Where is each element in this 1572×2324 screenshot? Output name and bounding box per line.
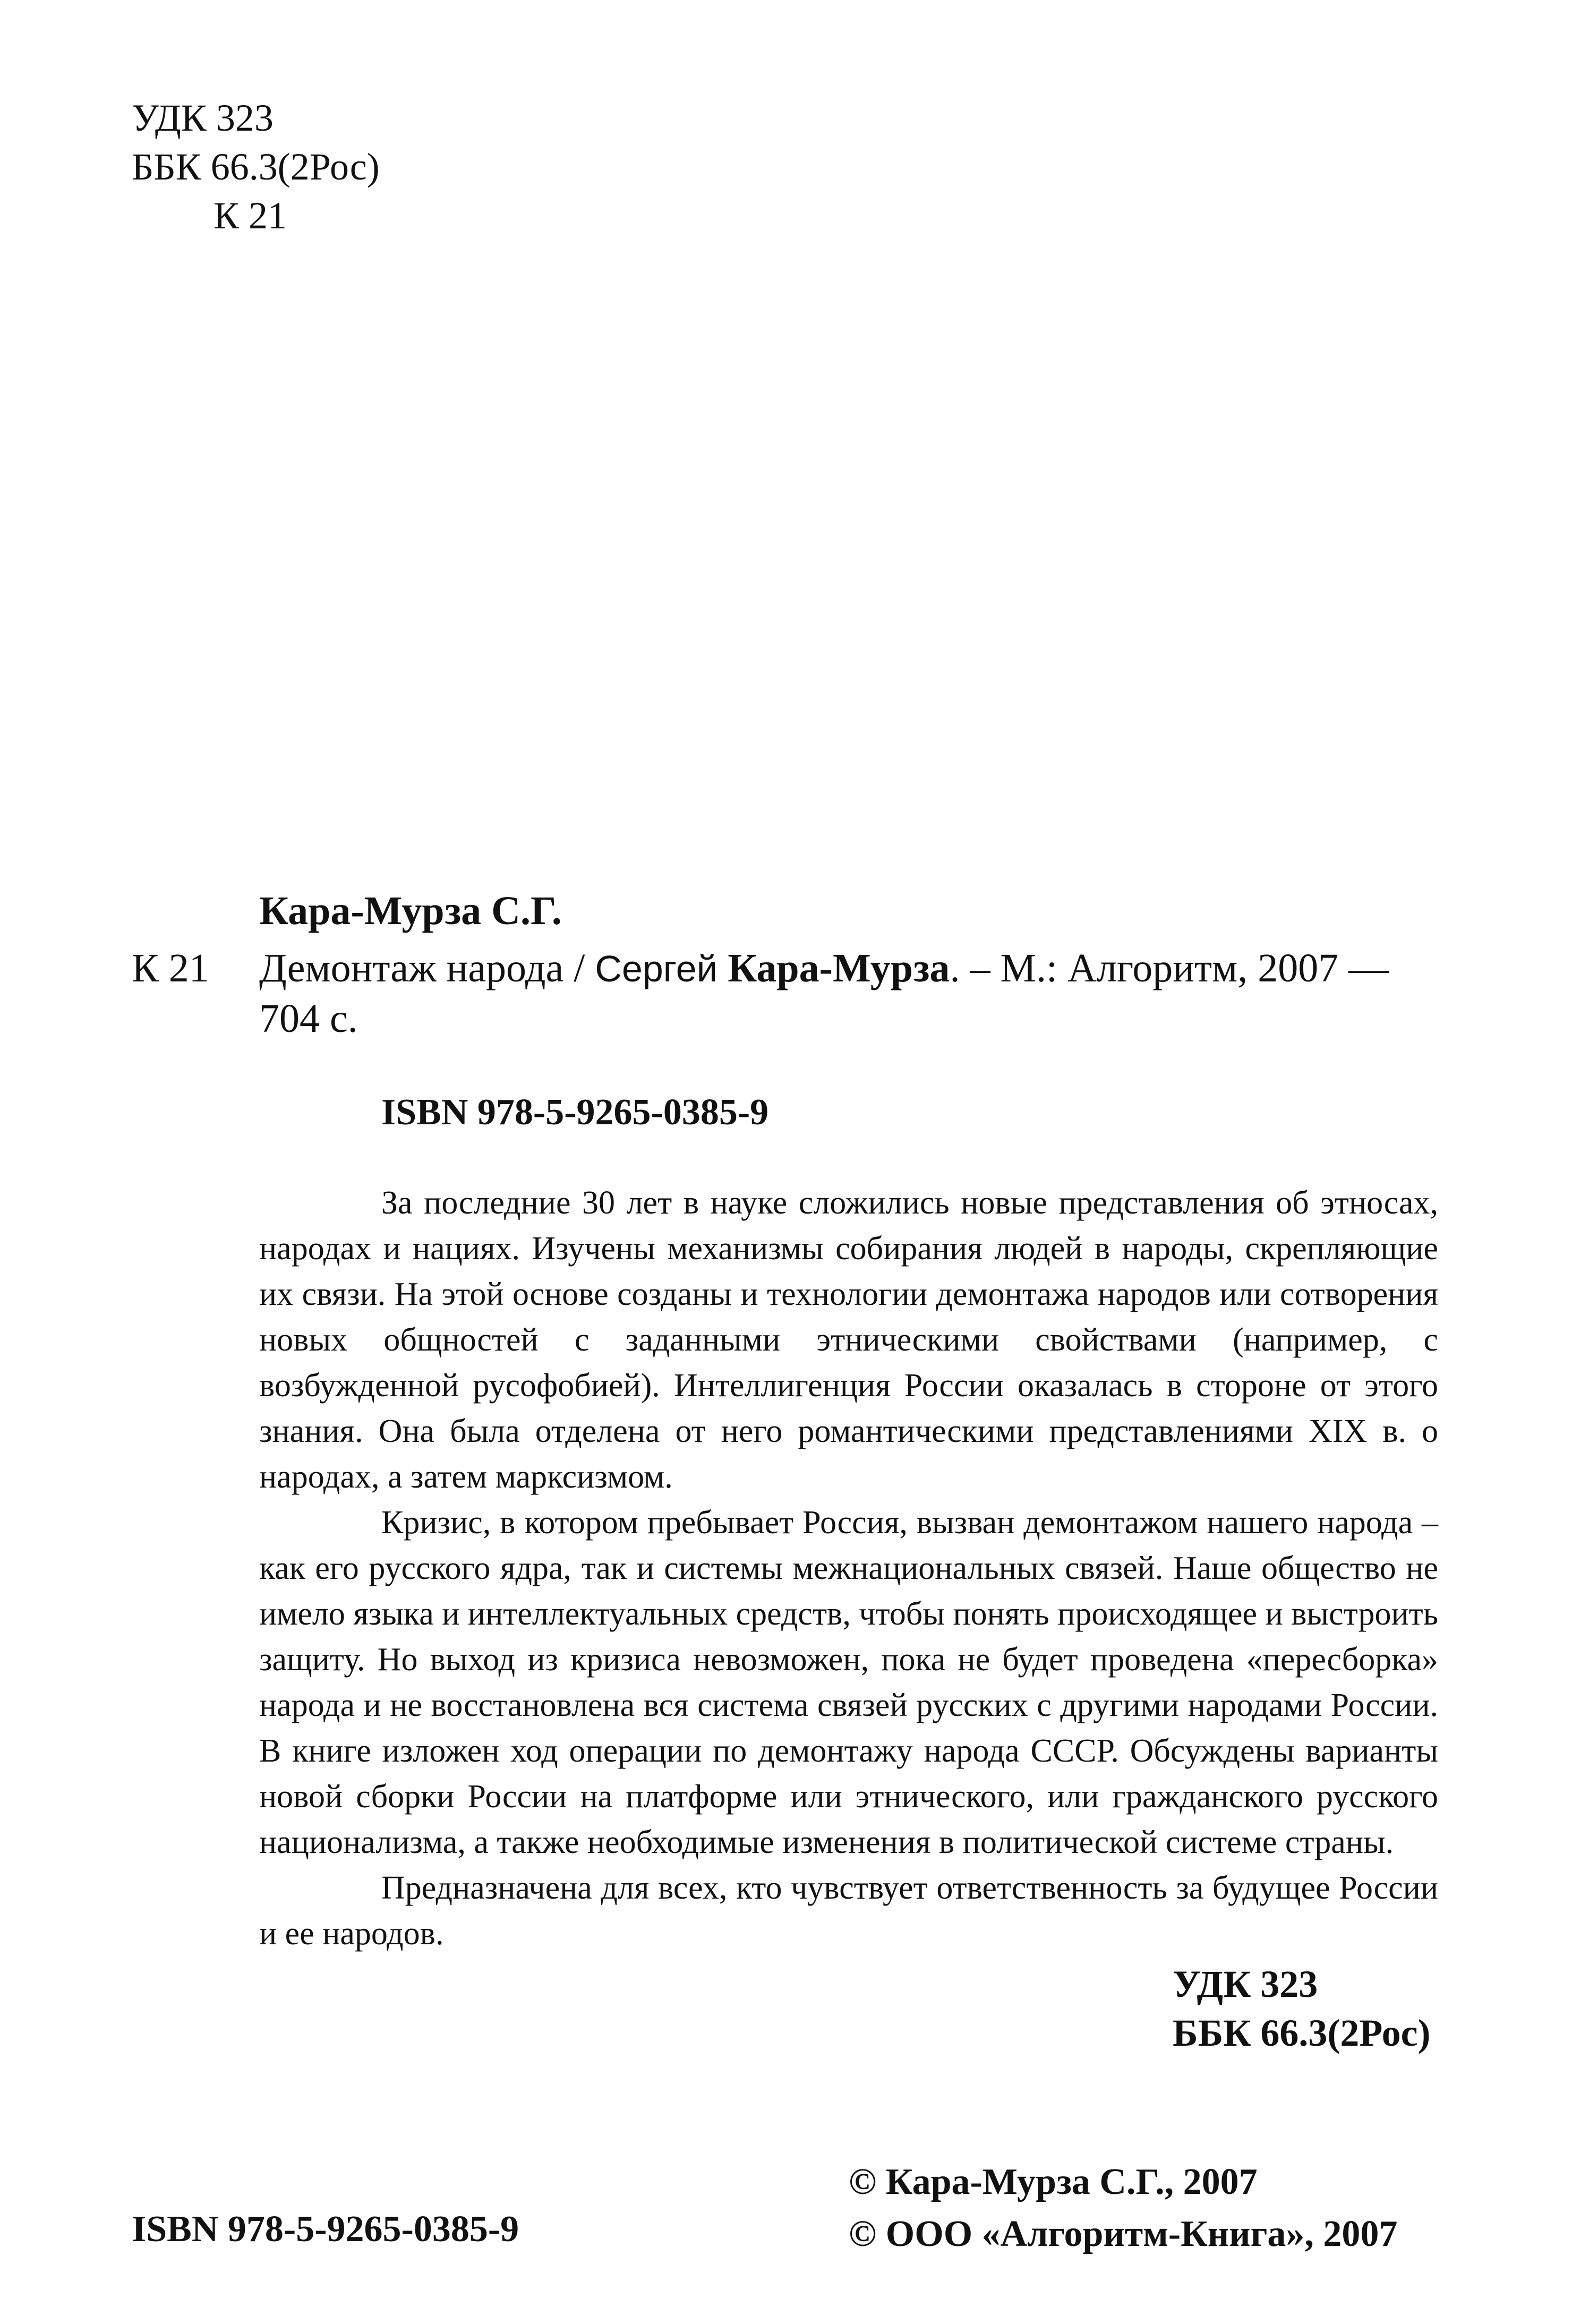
isbn-bottom: ISBN 978-5-9265-0385-9 xyxy=(132,2209,519,2250)
bibliographic-cutter: К 21 xyxy=(132,946,209,990)
bibliographic-title-line xyxy=(259,945,1389,992)
footer-bbk-code: ББК 66.3(2Рос) xyxy=(1173,2012,1431,2054)
bbk-code: ББК 66.3(2Рос) xyxy=(132,146,380,188)
page-count: 704 с. xyxy=(259,996,358,1041)
annotation-paragraph: Предназначена для всех, кто чувствует ответственность за будущее России и ее народов. xyxy=(259,1870,1438,1952)
author-first-name: Сергей xyxy=(595,948,728,989)
author-surname: Кара-Мурза xyxy=(728,946,950,990)
annotation-paragraph: Кризис, в котором пребывает Россия, вызван демонтажом нашего народа – как его русского ядра, так и системы межнациональных связей. Наше общество не имело языка и интеллектуальных средств, чтобы понять происходящее и выстроить защиту. Но выход из кризиса невозможен, пока не будет проведена «пересборка» народа и не восстановлена вся система связей русских с другими народами России. В книге изложен ход операции по демонтажу народа СССР. Обсуждены варианты новой сборки России на платформе или этнического, или гражданского русского национализма, а также необходимые изменения в политической системе страны. xyxy=(259,1505,1439,1860)
isbn-top: ISBN 978-5-9265-0385-9 xyxy=(381,1092,769,1133)
udk-code: УДК 323 xyxy=(132,97,274,139)
footer-udk-code: УДК 323 xyxy=(1173,1963,1318,2005)
annotation-paragraph: За последние 30 лет в науке сложились новые представления об этносах, народах и нациях. Изучены механизмы собирания людей в народы, скрепляющие их связи. На этой основе созданы и технологии демонтажа народов или сотворения новых общностей с заданными этническими свойствами (например, с возбужденной русофобией). Интеллигенция России оказалась в стороне от этого знания. Она была отделена от него романтическими представлениями XIX в. о народах, а затем марксизмом. xyxy=(259,1185,1438,1495)
copyright-publisher: © ООО «Алгоритм-Книга», 2007 xyxy=(849,2214,1398,2254)
copyright-author: © Кара-Мурза С.Г., 2007 xyxy=(849,2161,1258,2202)
footer-classification-codes xyxy=(1173,1960,1431,2057)
book-title: Демонтаж народа / xyxy=(259,946,595,990)
copyright-block xyxy=(849,2156,1397,2260)
author-heading: Кара-Мурза С.Г. xyxy=(259,888,562,933)
annotation xyxy=(259,1180,1438,1956)
cutter-code: К 21 xyxy=(213,194,287,237)
header-classification-codes xyxy=(132,93,380,240)
imprint: . – М.: Алгоритм, 2007 — xyxy=(950,946,1389,990)
